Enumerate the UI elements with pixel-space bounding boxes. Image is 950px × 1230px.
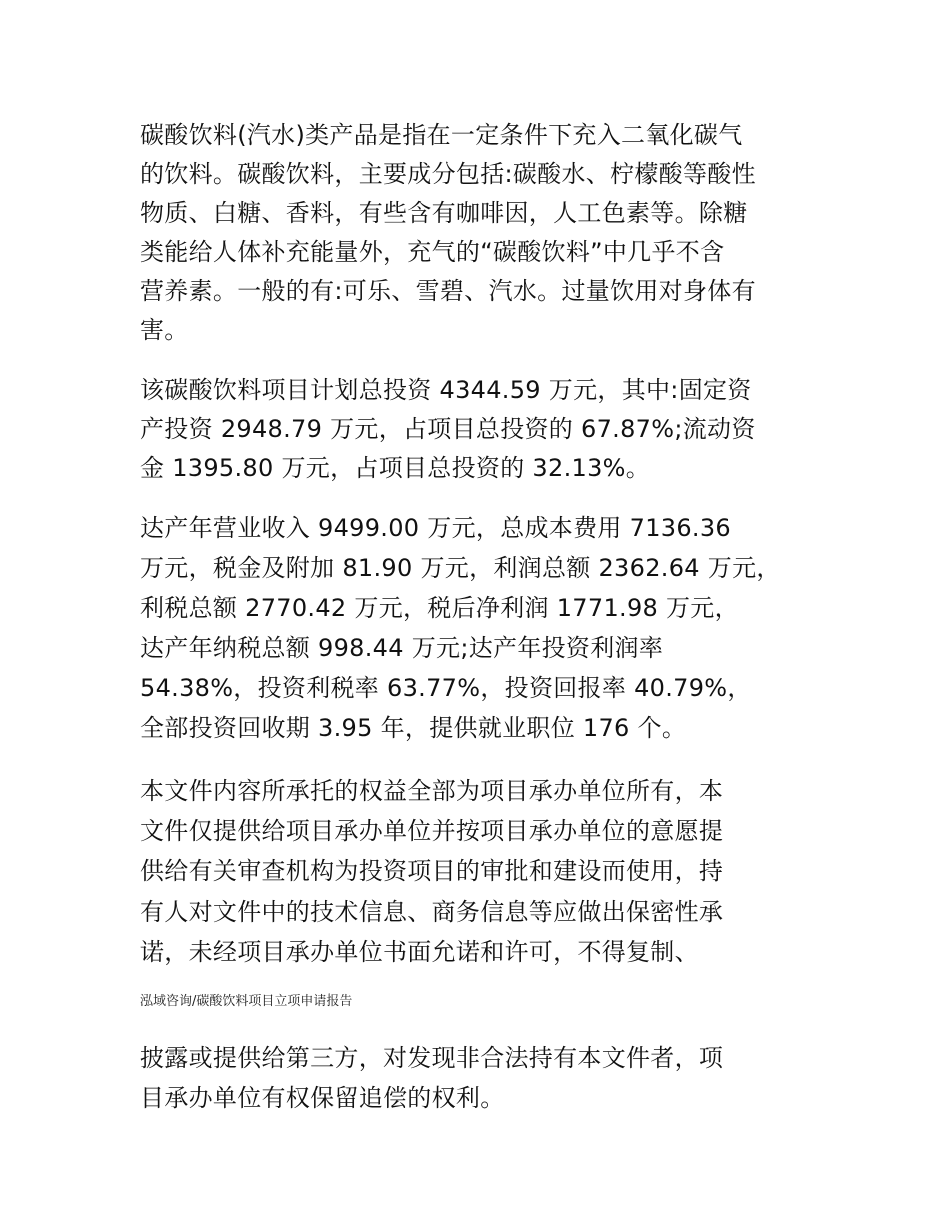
text-line: 本文件内容所承托的权益全部为项目承办单位所有，本 [140, 777, 724, 805]
text-line: 全部投资回收期 3.95 年，提供就业职位 176 个。 [140, 714, 687, 742]
text-line: 金 1395.80 万元，占项目总投资的 32.13%。 [140, 454, 651, 482]
text-line: 碳酸饮料(汽水)类产品是指在一定条件下充入二氧化碳气 [140, 121, 743, 149]
text-line: 该碳酸饮料项目计划总投资 4344.59 万元，其中:固定资 [140, 376, 752, 404]
text-line: 的饮料。碳酸饮料，主要成分包括:碳酸水、柠檬酸等酸性 [140, 160, 756, 188]
text-line: 达产年营业收入 9499.00 万元，总成本费用 7136.36 [140, 514, 731, 542]
text-line: 目承办单位有权保留追偿的权利。 [140, 1084, 505, 1112]
text-line: 利税总额 2770.42 万元，税后净利润 1771.98 万元， [140, 594, 739, 622]
text-line: 披露或提供给第三方，对发现非合法持有本文件者，项 [140, 1044, 724, 1072]
text-line: 物质、白糖、香料，有些含有咖啡因，人工色素等。除糖 [140, 199, 748, 227]
text-line: 产投资 2948.79 万元，占项目总投资的 67.87%;流动资 [140, 415, 756, 443]
text-line: 类能给人体补充能量外，充气的“碳酸饮料”中几乎不含 [140, 238, 725, 266]
text-line: 营养素。一般的有:可乐、雪碧、汽水。过量饮用对身体有 [140, 277, 756, 305]
text-line: 有人对文件中的技术信息、商务信息等应做出保密性承 [140, 898, 724, 926]
text-line: 供给有关审查机构为投资项目的审批和建设而使用，持 [140, 857, 724, 885]
text-line: 达产年纳税总额 998.44 万元;达产年投资利润率 [140, 634, 664, 662]
page-footer: 泓域咨询/碳酸饮料项目立项申请报告 [140, 994, 353, 1009]
text-line: 害。 [140, 316, 189, 344]
text-line: 54.38%，投资利税率 63.77%，投资回报率 40.79%， [140, 674, 752, 702]
text-line: 文件仅提供给项目承办单位并按项目承办单位的意愿提 [140, 817, 724, 845]
text-line: 万元，税金及附加 81.90 万元，利润总额 2362.64 万元， [140, 554, 781, 582]
text-line: 诺，未经项目承办单位书面允诺和许可，不得复制、 [140, 938, 699, 966]
